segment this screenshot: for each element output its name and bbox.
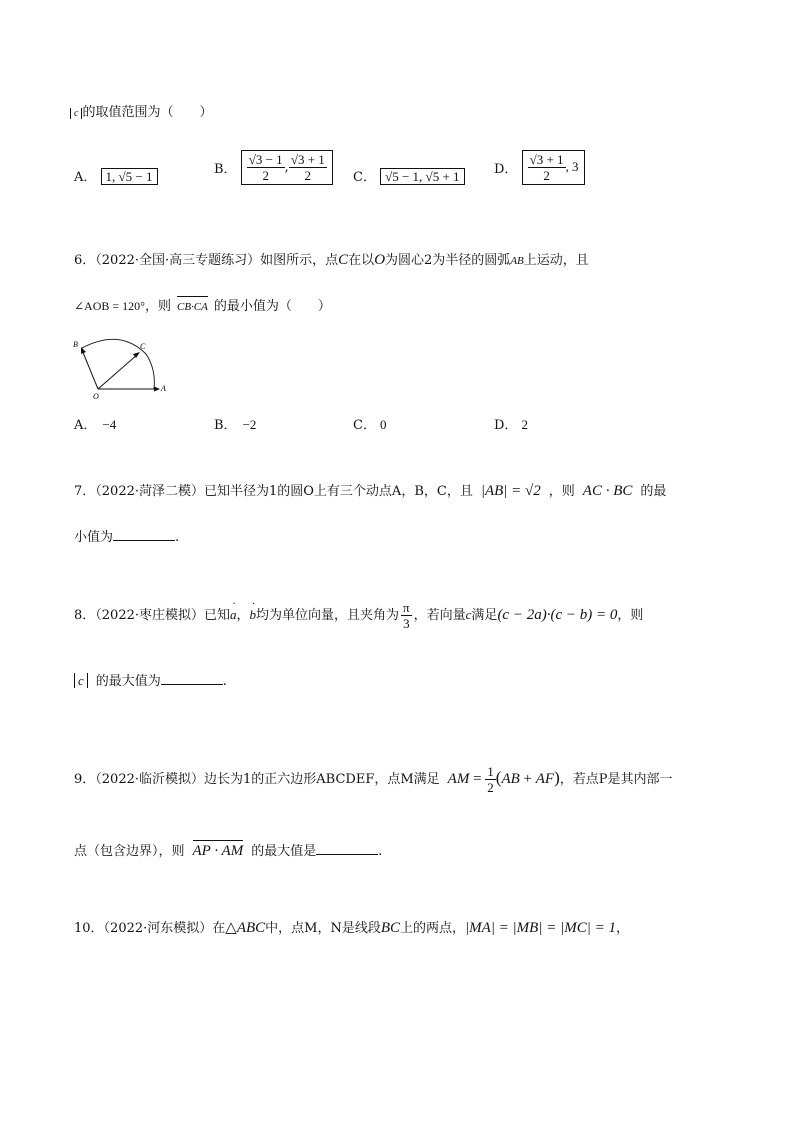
- q9-line2: 点（包含边界），则 AP · AM 的最大值是 .: [74, 840, 382, 862]
- q5-option-d: D． $\frac{√3 + 1}{2}$ , 3: [494, 150, 585, 185]
- q6-option-b: B． −2: [214, 417, 257, 433]
- q5-tail-text: 的取值范围为（ ）: [82, 105, 213, 120]
- arrow-a: [154, 387, 160, 392]
- q8-answer-blank[interactable]: [161, 670, 223, 685]
- q5-option-c: C． √5 − 1, √5 + 1: [353, 166, 465, 185]
- q6-line1: 6．（2022·全国·高三专题练习）如图所示，点C在以O为圆心2为半径的圆弧AB上运动，且: [74, 252, 589, 268]
- q9-answer-blank[interactable]: [316, 840, 378, 855]
- label-b: B: [73, 340, 78, 349]
- q5-continuation: [70, 103, 212, 124]
- abs-c: c: [70, 108, 82, 119]
- q5-option-a: A． 1, √5 − 1: [74, 166, 158, 185]
- q10-line1: 10．（2022·河东模拟）在△ABC中，点M，N是线段BC上的两点，|MA| = |MB| = |MC| = 1，: [74, 920, 629, 936]
- label-a: A: [161, 384, 166, 393]
- q6-option-c: C． 0: [353, 417, 387, 433]
- label-c: C: [140, 342, 146, 351]
- vector-ob: [82, 350, 98, 389]
- q7-line1: 7．（2022·菏泽二模）已知半径为1的圆O上有三个动点A，B，C，且 |AB| = √2 ，则 AC · BC 的最: [74, 483, 667, 499]
- q6-option-d: D． 2: [494, 417, 528, 433]
- q6-option-a: A． −4: [74, 417, 117, 433]
- q9-line1: 9．（2022·临沂模拟）边长为1的正六边形ABCDEF，点M满足 AM = $\frac{1}{2}$ (AB + AF)，若点P是其内部一: [74, 764, 673, 795]
- q8-line1: 8．（2022·枣庄模拟）已知a ·，b ·均为单位向量，且夹角为 $\frac{\pi}{3}$ ，若向量c满足(c − 2a)·(c − b) = 0，则: [74, 600, 643, 631]
- q5-option-b: B． $\frac{√3 - 1}{2}$ , $\frac{√3 + 1}{2}$: [214, 150, 333, 185]
- q7-answer-blank[interactable]: [113, 526, 175, 541]
- q7-line2: 小值为 .: [74, 526, 179, 548]
- label-o: O: [93, 392, 99, 401]
- arrow-b: [81, 347, 86, 354]
- vector-oc: [98, 354, 138, 389]
- q6-arc-diagram: [70, 334, 170, 404]
- q6-line2: ∠AOB = 120°，则 CB·CA 的最小值为（ ）: [74, 296, 331, 317]
- q8-line2: c 的最大值为 .: [74, 670, 227, 692]
